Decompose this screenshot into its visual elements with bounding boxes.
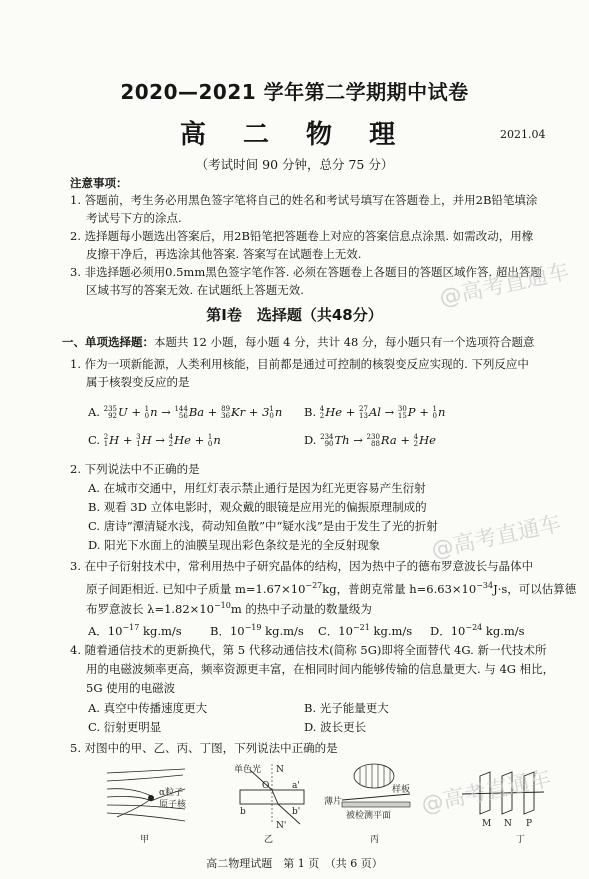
fig1-caption: 甲: [140, 835, 150, 845]
fig1-particle-label: α粒子: [159, 788, 184, 798]
svg-text:N: N: [504, 819, 512, 829]
q3-c-unit: kg.m/s: [373, 623, 413, 638]
q3-stem-2: [86, 578, 576, 597]
svg-text:M: M: [482, 819, 492, 829]
q3-exp-1: −27: [305, 581, 323, 590]
q3-option-a: [88, 620, 182, 639]
svg-text:P: P: [526, 819, 533, 829]
q4-option-c: C. 衍射更明显: [88, 720, 162, 734]
exam-title: 2020—2021 学年第二学期期中试卷: [120, 80, 469, 104]
q1-c-label: C.: [88, 433, 101, 447]
note-line-3: 2. 选择题每小题选出答案后，用2B铅笔把答题卷上对应的答案信息点涂黑. 如需改动，用橡: [70, 229, 534, 243]
q3-exp-3: −10: [213, 601, 231, 610]
figure-alpha-scattering: [105, 765, 191, 827]
q3-stem-3a: 布罗意波长 λ=1.82×10: [86, 601, 214, 616]
q2-option-b: B. 观看 3D 立体电影时，观众戴的眼镜是应用光的偏振原理制成的: [88, 500, 427, 514]
fig1-nucleus-label: 原子核: [159, 800, 187, 810]
fig2-light-label: 单色光: [234, 765, 262, 775]
q3-option-c: [318, 620, 412, 639]
fig3-surface-label: 被检测平面: [346, 811, 392, 821]
svg-text:N': N': [276, 821, 287, 831]
q3-stem-2b: kg，普朗克常量 h=6.63×10: [322, 581, 477, 596]
q1-a-label: A.: [88, 405, 100, 419]
q3-exp-2: −34: [476, 581, 494, 590]
q1-option-d: [304, 432, 436, 448]
q2-stem: 2. 下列说法中不正确的是: [70, 462, 200, 476]
q1-a-equation: 235 92U + 1 0n → 144 56Ba + 89 36Kr + 31 0n: [103, 405, 283, 420]
q3-option-b: [210, 620, 304, 639]
q3-d-label: D．10: [430, 623, 466, 638]
note-line-6: 区域书写的答案无效. 在试题纸上答题无效.: [86, 283, 304, 297]
q1-b-label: B.: [304, 405, 317, 419]
note-line-2: 考试号下方的涂点.: [86, 211, 182, 225]
q4-option-b: B. 光子能量更大: [304, 701, 389, 715]
q3-d-unit: kg.m/s: [485, 623, 525, 638]
q3-stem-1: 3. 在中子衍射技术中，常利用热中子研究晶体的结构，因为热中子的德布罗意波长与晶体中: [70, 559, 534, 573]
q1-b-equation: 4 2He + 27 13Al → 30 15P + 1 0n: [319, 405, 446, 420]
section-intro-bold: 一、单项选择题：: [62, 335, 154, 349]
note-line-1: 1. 答题前，考生务必用黑色签字笔将自己的姓名和考试号填写在答题卷上，并用2B铅笔填涂: [70, 193, 538, 207]
figure-interference-flatness: [322, 760, 422, 830]
fig3-caption: 丙: [370, 835, 380, 845]
q3-b-label: B．10: [210, 623, 245, 638]
q2-option-d: D. 阳光下水面上的油膜呈现出彩色条纹是光的全反射现象: [88, 538, 381, 552]
q5-stem: 5. 对图中的甲、乙、丙、丁图，下列说法中正确的是: [70, 741, 338, 755]
q1-option-c: [88, 432, 221, 448]
page-footer: 高二物理试题 第 1 页 （共 6 页）: [206, 857, 383, 870]
svg-text:b: b: [240, 807, 246, 817]
notes-heading: 注意事项：: [70, 176, 128, 190]
subject-title: 高 二 物 理: [179, 120, 410, 150]
fig3-sample-label: 样板: [392, 785, 411, 795]
q3-c-label: C．10: [318, 623, 353, 638]
note-line-4: 皮擦干净后，再选涂其他答案. 答案写在试题卷上无效.: [86, 247, 362, 261]
q3-stem-3: [86, 598, 372, 617]
q1-stem-2: 属于核裂变反应的是: [86, 375, 190, 389]
fig2-caption: 乙: [264, 835, 274, 845]
figure-refraction-slab: [232, 762, 312, 832]
q3-stem-2c: J·s，可以估算德: [493, 581, 577, 596]
q3-a-exp: −17: [122, 623, 140, 632]
q3-b-unit: kg.m/s: [265, 623, 304, 638]
section-intro-text: 本题共 12 小题，每小题 4 分，共计 48 分，每小题只有一个选项符合题意: [154, 335, 535, 349]
q3-option-d: [430, 620, 525, 639]
svg-text:N: N: [276, 765, 284, 775]
q1-option-b: [304, 404, 445, 420]
watermark-3: @高考直通车: [419, 766, 554, 819]
q3-c-exp: −21: [352, 623, 370, 632]
svg-text:a': a': [292, 781, 300, 791]
fig3-plate-label: 薄片: [324, 797, 343, 807]
watermark-2: @高考直通车: [429, 511, 564, 564]
time-info: （考试时间 90 分钟，总分 75 分）: [195, 157, 394, 172]
q3-a-label: A．10: [88, 623, 123, 638]
q3-stem-2a: 原子间距相近. 已知中子质量 m=1.67×10: [86, 581, 306, 596]
q3-b-exp: −19: [244, 623, 262, 632]
q4-stem-2: 用的电磁波频率更高，频率资源更丰富，在相同时间内能够传输的信息量更大. 与 4G 相比，: [86, 662, 555, 676]
section-intro: [62, 334, 535, 350]
q2-option-c: C. 唐诗“潭清疑水浅，荷动知鱼散”中“疑水浅”是由于发生了光的折射: [88, 519, 438, 533]
q4-option-d: D. 波长更长: [304, 720, 367, 734]
q1-stem-1: 1. 作为一项新能源，人类利用核能，目前都是通过可控制的核裂变反应实现的. 下列反应中: [70, 357, 529, 371]
q1-d-label: D.: [304, 433, 317, 447]
q4-stem-1: 4. 随着通信技术的更新换代，第 5 代移动通信技术(简称 5G)即将全面替代 4G. 新一代技术所: [70, 643, 547, 657]
section-title: 第Ⅰ卷 选择题（共48分）: [206, 306, 383, 324]
q2-option-a: A. 在城市交通中，用红灯表示禁止通行是因为红光更容易产生衍射: [88, 481, 426, 495]
q1-c-equation: 2 1H + 3 1H → 4 2He + 1 0n: [103, 433, 221, 448]
watermark-1: @高考直通车: [437, 259, 572, 312]
svg-text:O: O: [262, 781, 270, 791]
fig4-caption: 丁: [516, 835, 526, 845]
exam-date: 2021.04: [500, 128, 546, 141]
q3-stem-3b: m 的热中子动量的数量级为: [230, 601, 372, 616]
q1-d-equation: 234 90Th → 230 88Ra + 4 2He: [320, 433, 436, 448]
q4-stem-3: 5G 使用的电磁波: [86, 681, 176, 695]
q3-d-exp: −24: [465, 623, 483, 632]
q1-option-a: [88, 404, 282, 420]
svg-text:b': b': [292, 807, 301, 817]
q3-a-unit: kg.m/s: [143, 623, 182, 638]
note-line-5: 3. 非选择题必须用0.5mm黑色签字笔作答. 必须在答题卷上各题目的答题区域作答. 超出答题: [70, 265, 542, 279]
q4-option-a: A. 真空中传播速度更大: [88, 701, 208, 715]
